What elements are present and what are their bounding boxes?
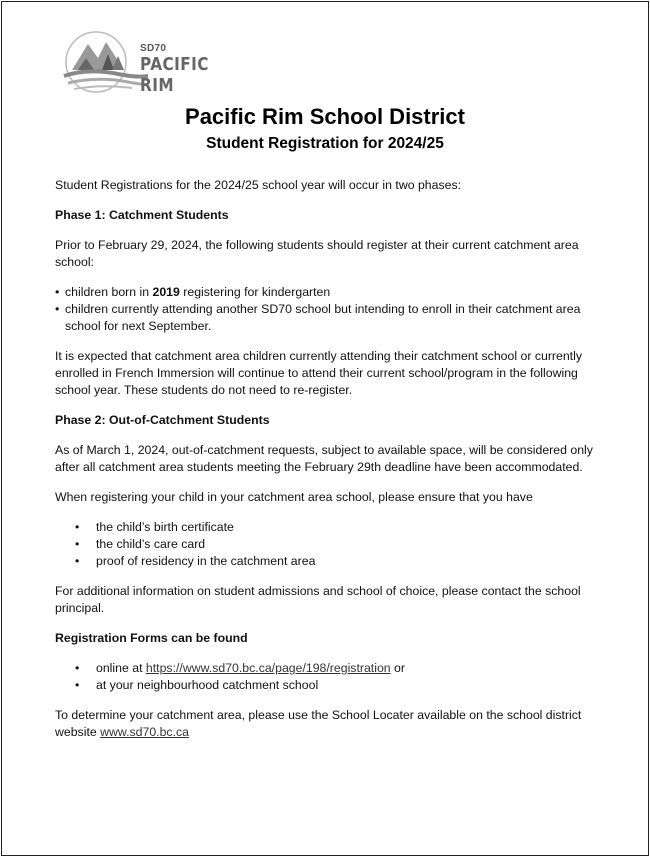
list-item: • children born in 2019 registering for kindergarten [55, 284, 595, 301]
locator-paragraph: To determine your catchment area, please use the School Locater available on the school district website www.sd70.bc.ca [55, 708, 582, 739]
list-item: • proof of residency in the catchment area [55, 553, 595, 570]
list-item: • the child’s birth certificate [55, 519, 595, 536]
intro-paragraph: Student Registrations for the 2024/25 school year will occur in two phases: [55, 178, 462, 192]
logo-code: SD70 [140, 43, 167, 54]
document-body [55, 177, 595, 754]
birth-year: 2019 [152, 285, 180, 299]
page-subtitle: Student Registration for 2024/25 [206, 135, 444, 152]
contact-paragraph: For additional information on student admissions and school of choice, please contact the school principal. [55, 584, 581, 615]
forms-heading: Registration Forms can be found [55, 631, 248, 645]
list-item: • online at https://www.sd70.bc.ca/page/198/registration or [55, 660, 595, 677]
phase2-heading: Phase 2: Out-of-Catchment Students [55, 413, 270, 427]
list-item: • children currently attending another SD70 school but intending to enroll in their catchment area school for next September. [55, 301, 595, 335]
ensure-paragraph: When registering your child in your catchment area school, please ensure that you have [55, 490, 533, 504]
logo-name: PACIFIC RIM [140, 54, 209, 96]
page-title: Pacific Rim School District [185, 104, 465, 129]
registration-link[interactable]: https://www.sd70.bc.ca/page/198/registration [145, 661, 391, 675]
phase1-paragraph: Prior to February 29, 2024, the following students should register at their current catchment area school: [55, 238, 579, 269]
phase1-heading: Phase 1: Catchment Students [55, 208, 229, 222]
phase1-list [55, 284, 595, 335]
document-checklist [55, 519, 595, 570]
phase2-paragraph: As of March 1, 2024, out-of-catchment requests, subject to available space, will be considered only after all catchment area students meeting the February 29th deadline have been accommodated. [55, 443, 593, 474]
phase1-note: It is expected that catchment area children currently attending their catchment school or currently enrolled in French Immersion will continue to attend their current school/program in the following school year. These students do not need to re-register. [55, 349, 582, 397]
forms-list [55, 660, 595, 694]
list-item: • the child’s care card [55, 536, 595, 553]
district-website-link[interactable]: www.sd70.bc.ca [100, 725, 189, 739]
logo-emblem [58, 30, 148, 100]
district-logo [58, 30, 228, 100]
list-item: • at your neighbourhood catchment school [55, 677, 595, 694]
